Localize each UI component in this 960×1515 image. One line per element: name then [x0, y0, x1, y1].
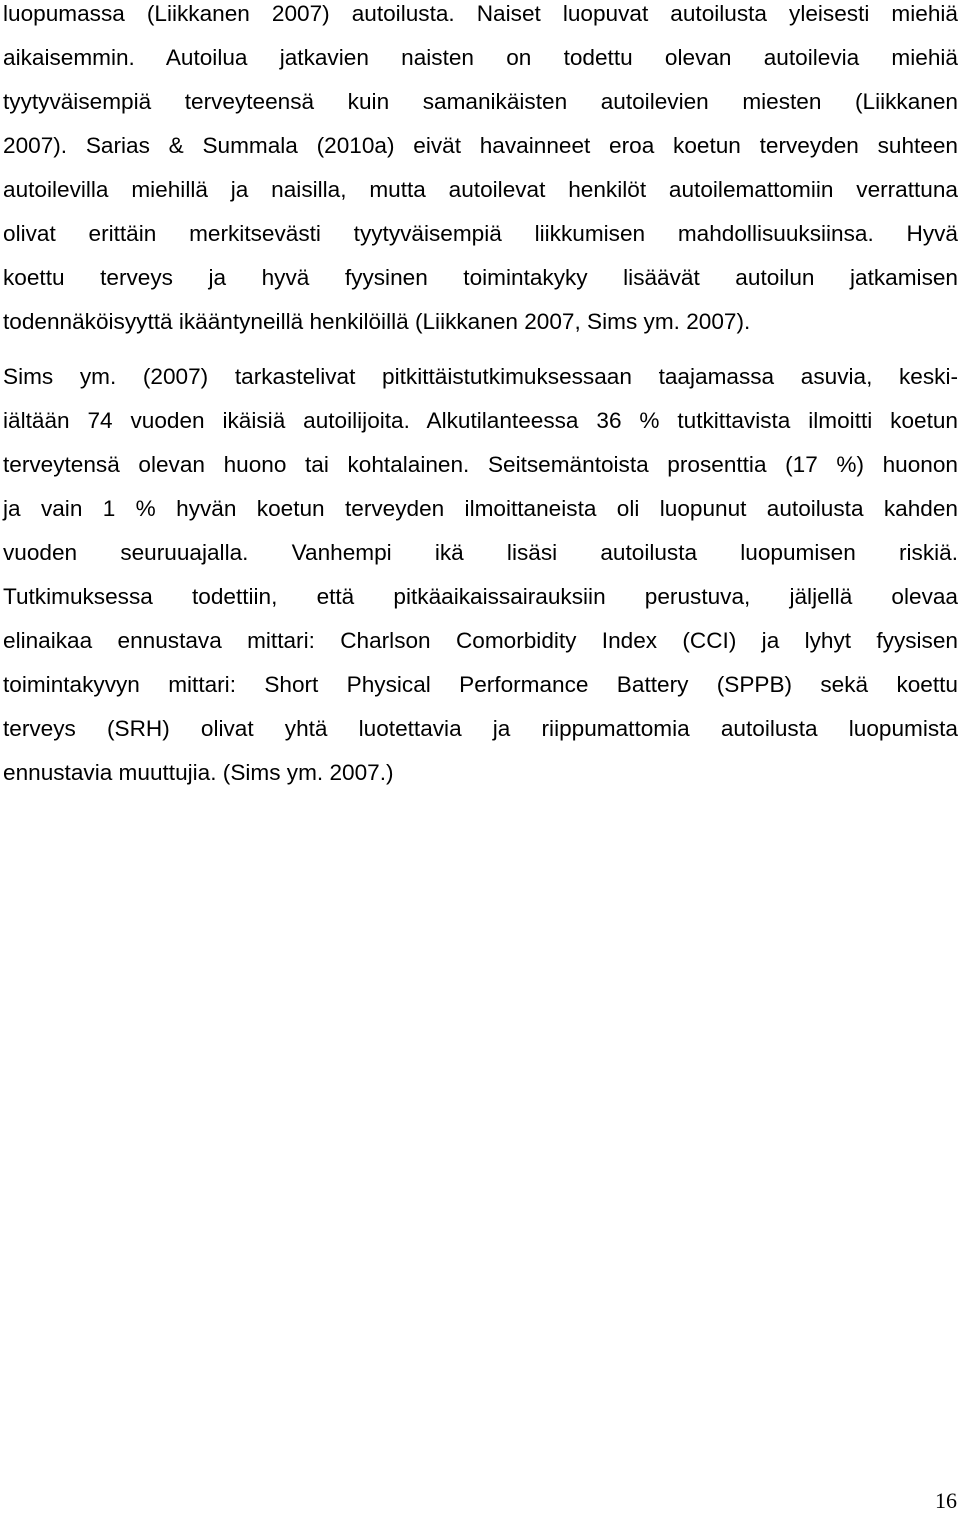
- text-line: olivat erittäin merkitsevästi tyytyväisempiä liikkumisen mahdollisuuksiinsa. Hyvä: [3, 221, 958, 246]
- text-line: terveytensä olevan huono tai kohtalainen. Seitsemäntoista prosenttia (17 %) huonon: [3, 452, 958, 477]
- text-line: Sims ym. (2007) tarkastelivat pitkittäistutkimuksessaan taajamassa asuvia, keski-: [3, 364, 958, 389]
- text-line: tyytyväisempiä terveyteensä kuin samanikäisten autoilevien miesten (Liikkanen: [3, 89, 958, 114]
- text-line: ennustavia muuttujia. (Sims ym. 2007.): [3, 760, 394, 785]
- text-line: 2007). Sarias & Summala (2010a) eivät havainneet eroa koetun terveyden suhteen: [3, 133, 958, 158]
- text-line: koettu terveys ja hyvä fyysinen toimintakyky lisäävät autoilun jatkamisen: [3, 265, 958, 290]
- text-line: ja vain 1 % hyvän koetun terveyden ilmoittaneista oli luopunut autoilusta kahden: [3, 496, 958, 521]
- page-number: 16: [935, 1488, 957, 1513]
- text-line: vuoden seuruuajalla. Vanhempi ikä lisäsi autoilusta luopumisen riskiä.: [3, 540, 958, 565]
- paragraph-1: [3, 0, 958, 344]
- text-line: todennäköisyyttä ikääntyneillä henkilöillä (Liikkanen 2007, Sims ym. 2007).: [3, 309, 751, 334]
- text-line: elinaikaa ennustava mittari: Charlson Comorbidity Index (CCI) ja lyhyt fyysisen: [3, 628, 958, 653]
- text-line: iältään 74 vuoden ikäisiä autoilijoita. Alkutilanteessa 36 % tutkittavista ilmoitti koetun: [3, 408, 958, 433]
- text-line: toimintakyvyn mittari: Short Physical Performance Battery (SPPB) sekä koettu: [3, 672, 958, 697]
- text-line: aikaisemmin. Autoilua jatkavien naisten on todettu olevan autoilevia miehiä: [3, 45, 958, 70]
- text-line: luopumassa (Liikkanen 2007) autoilusta. Naiset luopuvat autoilusta yleisesti miehiä: [3, 1, 958, 26]
- paragraph-2: [3, 355, 958, 795]
- text-line: autoilevilla miehillä ja naisilla, mutta autoilevat henkilöt autoilemattomiin verrattuna: [3, 177, 958, 202]
- text-line: Tutkimuksessa todettiin, että pitkäaikaissairauksiin perustuva, jäljellä olevaa: [3, 584, 958, 609]
- text-line: terveys (SRH) olivat yhtä luotettavia ja riippumattomia autoilusta luopumista: [3, 716, 958, 741]
